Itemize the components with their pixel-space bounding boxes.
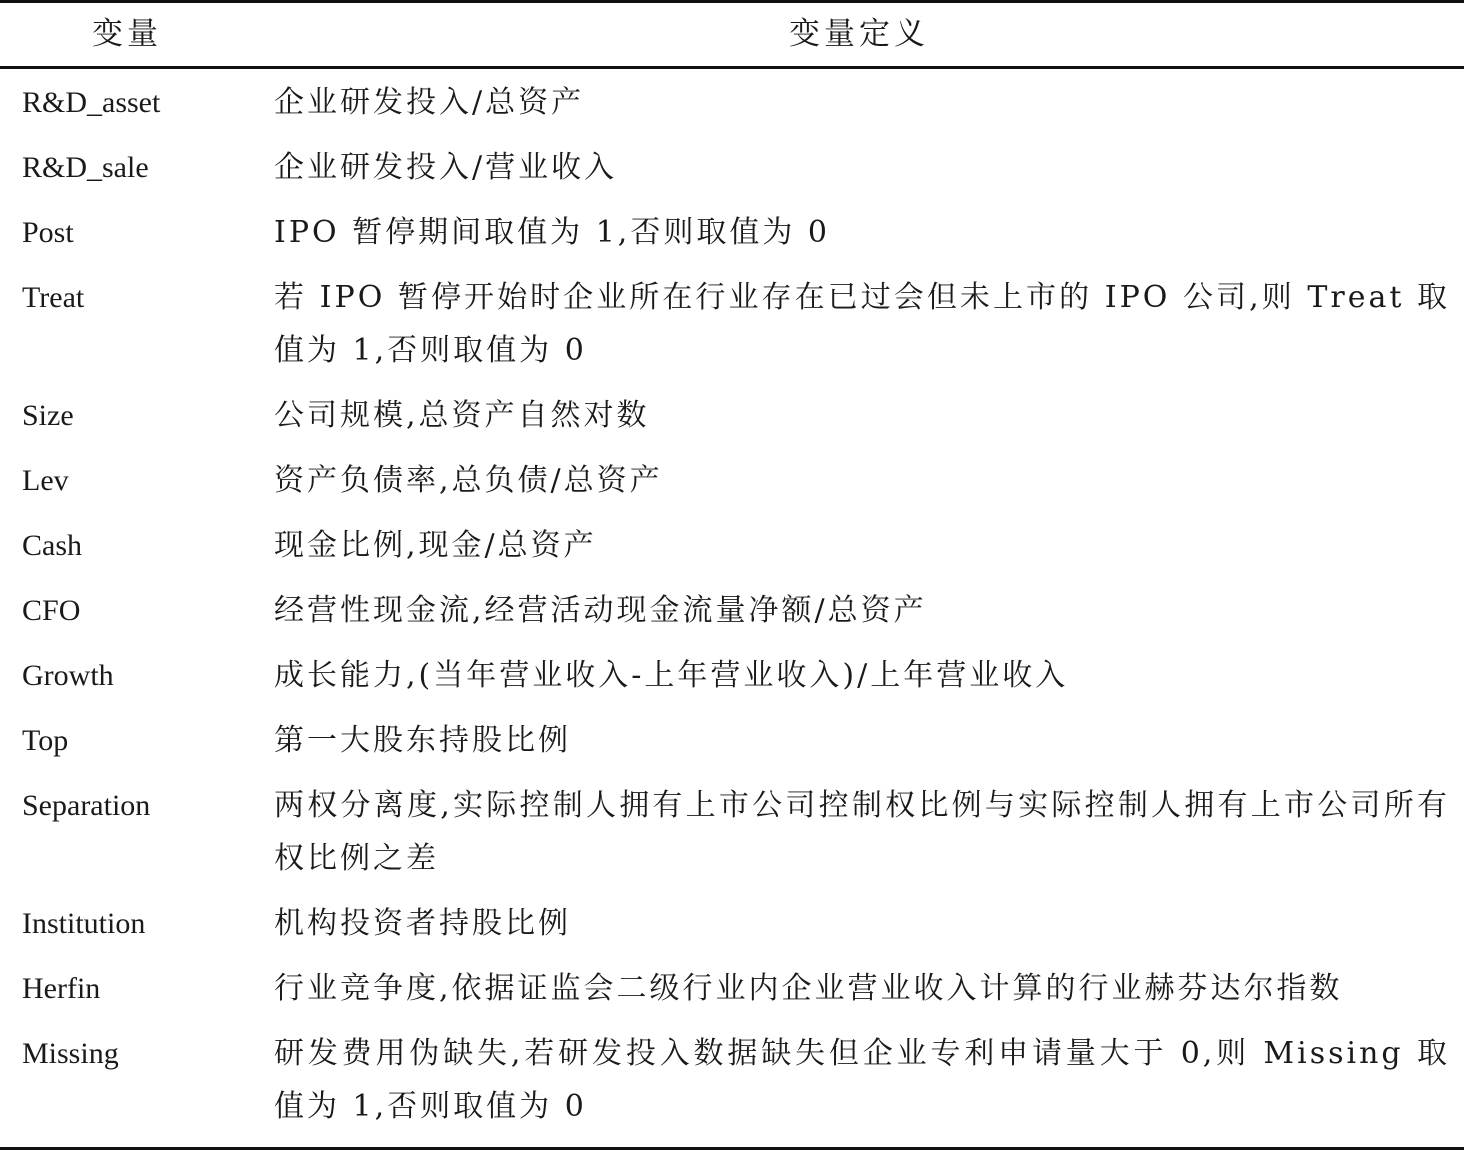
variable-name: Growth — [22, 659, 114, 692]
variable-name: Missing — [22, 1037, 119, 1070]
table-row — [0, 894, 1464, 959]
variable-name: R&D_sale — [22, 151, 149, 184]
variable-name: CFO — [22, 594, 81, 627]
variable-definition: 机构投资者持股比例 — [274, 906, 571, 941]
table-row — [0, 646, 1464, 711]
variable-definition: 行业竞争度,依据证监会二级行业内企业营业收入计算的行业赫芬达尔指数 — [274, 971, 1343, 1006]
variable-name: Top — [22, 724, 69, 757]
table-header-rule — [0, 66, 1464, 69]
table-row — [0, 386, 1464, 451]
variable-definition: 现金比例,现金/总资产 — [274, 528, 597, 563]
header-variable: 变量 — [92, 16, 162, 52]
table-row — [0, 451, 1464, 516]
header-definition: 变量定义 — [789, 16, 929, 52]
variable-definition: 研发费用伪缺失,若研发投入数据缺失但企业专利申请量大于 0,则 Missing 取值为 1,否则取值为 0 — [274, 1036, 1450, 1124]
variable-definition: 若 IPO 暂停开始时企业所在行业存在已过会但未上市的 IPO 公司,则 Treat 取值为 1,否则取值为 0 — [274, 280, 1450, 368]
variable-name: Lev — [22, 464, 69, 497]
variable-definition: IPO 暂停期间取值为 1,否则取值为 0 — [274, 215, 830, 250]
table-row — [0, 581, 1464, 646]
variable-definition: 资产负债率,总负债/总资产 — [274, 463, 663, 498]
table-row — [0, 516, 1464, 581]
variable-name: Post — [22, 216, 74, 249]
table-row — [0, 203, 1464, 268]
variable-name: R&D_asset — [22, 86, 161, 119]
table-row — [0, 138, 1464, 203]
table-bottom-rule — [0, 1147, 1464, 1150]
table-row — [0, 1024, 1464, 1142]
variable-name: Treat — [22, 281, 85, 314]
variable-definition: 经营性现金流,经营活动现金流量净额/总资产 — [274, 593, 927, 628]
variable-definition: 第一大股东持股比例 — [274, 723, 571, 758]
variable-name: Institution — [22, 907, 146, 940]
variable-name: Size — [22, 399, 74, 432]
table-body — [0, 73, 1464, 1142]
variable-name: Herfin — [22, 972, 101, 1005]
table-row — [0, 73, 1464, 138]
variable-name: Separation — [22, 789, 151, 822]
variable-definition: 企业研发投入/总资产 — [274, 85, 585, 120]
variable-definition: 公司规模,总资产自然对数 — [274, 398, 650, 433]
variable-definition: 企业研发投入/营业收入 — [274, 150, 618, 185]
table-row — [0, 268, 1464, 386]
table-row — [0, 959, 1464, 1024]
variable-definition: 两权分离度,实际控制人拥有上市公司控制权比例与实际控制人拥有上市公司所有权比例之差 — [274, 788, 1450, 876]
variable-definition: 成长能力,(当年营业收入-上年营业收入)/上年营业收入 — [274, 658, 1069, 693]
table-row — [0, 711, 1464, 776]
variable-name: Cash — [22, 529, 82, 562]
table-row — [0, 776, 1464, 894]
